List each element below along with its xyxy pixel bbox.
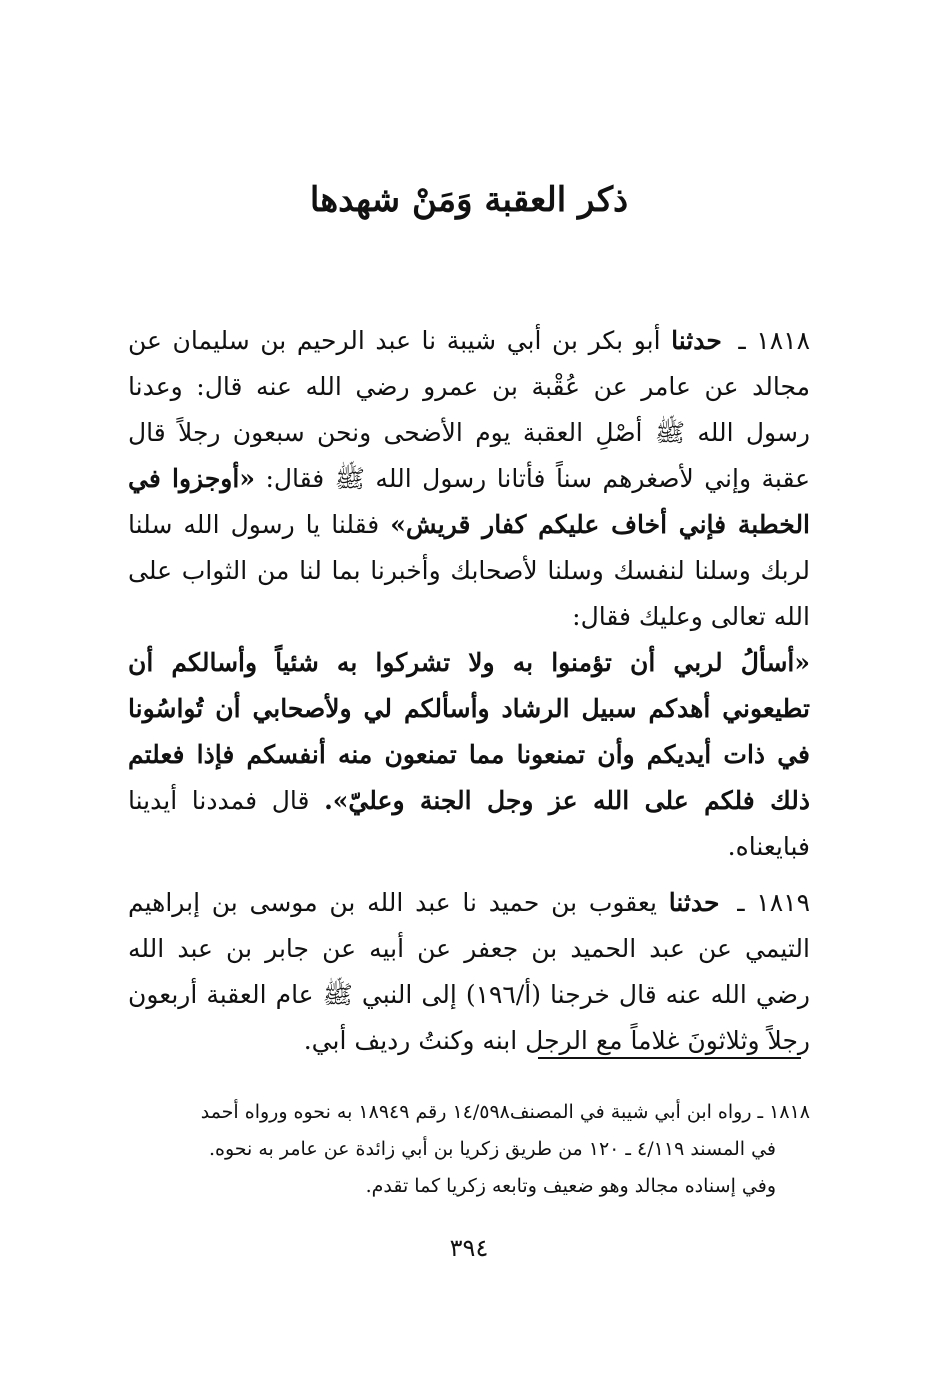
- hadith-1818: [128, 318, 810, 640]
- hadith-1818-quote-1: «أوجزوا في الخطبة فإني أخاف عليكم كفار قريش»: [128, 464, 811, 539]
- hadith-1818-continuation: فقلنا يا رسول الله سلنا لربك وسلنا لنفسك وسلنا لأصحابك وأخبرنا بما لنا من الثواب على الله تعالى وعليك فقال:: [128, 510, 810, 631]
- hadith-1818-number: ١٨١٨ ـ: [738, 326, 810, 355]
- hadith-1818-keyword: حدثنا: [671, 326, 722, 355]
- hadith-1818-narration: أبو بكر بن أبي شيبة نا عبد الرحيم بن سليمان عن مجالد عن عامر عن عُقْبة بن عمرو رضي الله عنه قال: وعدنا رسول الله ﷺ أصْلِ العقبة يوم الأضحى ونحن سبعون رجلاً قال عقبة وإني لأصغرهم سناً فأتانا رسول الله ﷺ فقال:: [128, 326, 811, 493]
- footnote-line: وفي إسناده مجالد وهو ضعيف وتابعه زكريا كما تقدم.: [365, 1175, 776, 1197]
- footnotes: [138, 1094, 810, 1205]
- footnote-line: ١٨١٨ ـ رواه ابن أبي شيبة في المصنف١٤/٥٩٨ رقم ١٨٩٤٩ به نحوه ورواه أحمد: [200, 1101, 810, 1123]
- footnote-line: في المسند ٤/١١٩ ـ ١٢٠ من طريق زكريا بن أبي زائدة عن عامر به نحوه.: [208, 1138, 776, 1160]
- hadith-1819: [128, 880, 810, 1064]
- footnote-divider: [538, 1057, 801, 1059]
- page-number: ٣٩٤: [449, 1234, 489, 1262]
- hadith-1818-second-part: [128, 640, 810, 870]
- chapter-title: ذكر العقبة وَمَنْ شهدها: [309, 180, 629, 220]
- hadith-1818-ending: قال فمددنا أيدينا فبايعناه.: [128, 786, 810, 861]
- hadith-1819-number: ١٨١٩ ـ: [737, 888, 811, 917]
- hadith-1818-quote-2: «أسألُ لربي أن تؤمنوا به ولا تشركوا به شئياً وأسالكم أن تطيعوني أهدكم سبيل الرشاد وأسألكم لي ولأصحابي أن تُواسُونا في ذات أيديكم وأن تمنعونا مما تمنعون منه أنفسكم فإذا فعلتم ذلك فلكم على الله عز وجل الجنة وعليّ».: [128, 648, 810, 815]
- hadith-1819-narration: يعقوب بن حميد نا عبد الله بن موسى بن إبراهيم التيمي عن عبد الحميد بن جعفر عن أبيه عن جابر بن عبد الله رضي الله عنه قال خرجنا (أ/١٩٦) إلى النبي ﷺ عام العقبة أربعون رجلاً وثلاثونَ غلاماً مع الرجل ابنه وكنتُ رديف أبي.: [128, 888, 810, 1055]
- main-text: [128, 318, 810, 1064]
- hadith-1819-keyword: حدثنا: [668, 888, 720, 917]
